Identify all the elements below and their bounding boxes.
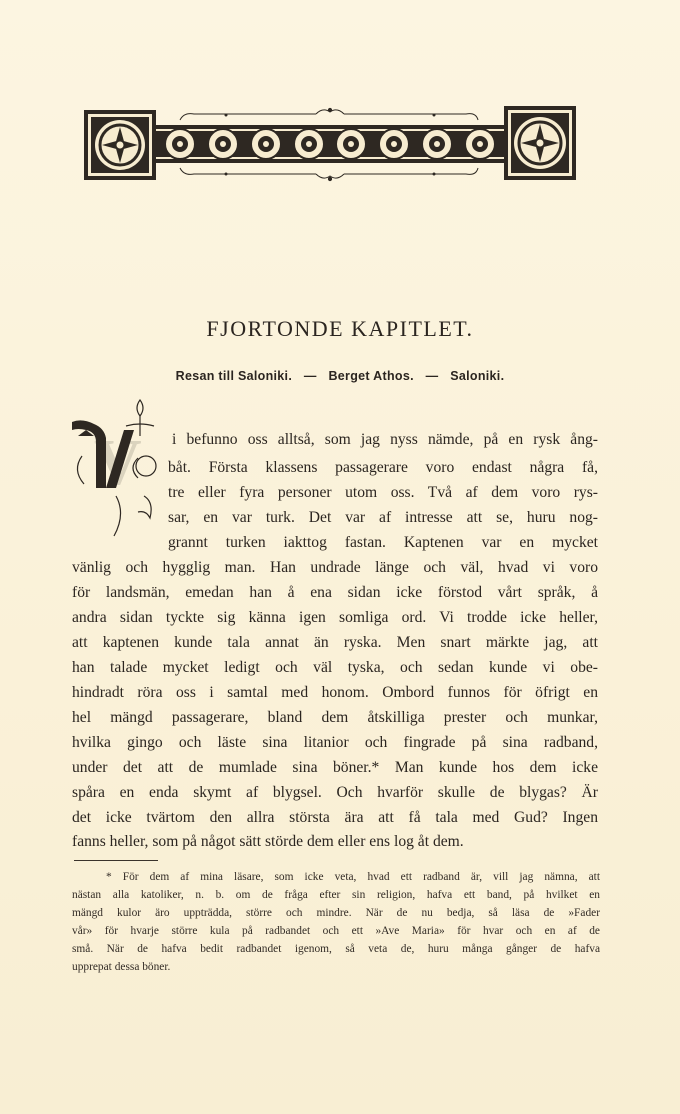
subtitle-part: Berget Athos. — [328, 369, 414, 383]
footnote-line: vår» för hvarje större kula på radbandet och ett »Ave Maria» för hvar och en af de — [72, 925, 600, 937]
top-flourish — [180, 108, 478, 120]
drop-cap-letter: V — [94, 426, 142, 499]
text-line: andra sidan tyckte sig känna igen somliga ord. Vi trodde icke heller, — [72, 609, 598, 626]
text-line: båt. Första klassens passagerare voro endast några få, — [168, 459, 598, 476]
text-line: tre eller fyra personer utom oss. Två af dem voro rys- — [168, 484, 598, 501]
text-line: det icke tvärtom den allra största ära att få tala med Gud? Ingen — [72, 809, 598, 826]
text-line: han talade mycket ledigt och väl tyska, och sedan kunde vi obe- — [72, 659, 598, 676]
subtitle-part: Saloniki. — [450, 369, 505, 383]
subtitle-dash: — — [303, 369, 317, 383]
bottom-flourish — [180, 168, 478, 181]
text-line: fanns heller, som på något sätt störde dem eller ens log åt dem. — [72, 833, 464, 850]
chapter-title: FJORTONDE KAPITLET. — [206, 316, 474, 341]
footnote-rule — [74, 860, 158, 861]
subtitle-part: Resan till Saloniki. — [175, 369, 293, 383]
central-band — [156, 125, 504, 163]
right-tile — [504, 106, 576, 180]
text-line: sar, en var turk. Det var af intresse att se, huru nog- — [168, 509, 598, 526]
header-ornament — [80, 100, 580, 188]
drop-cap-initial — [66, 396, 164, 542]
chapter-subtitle — [0, 369, 680, 383]
footnote-line: upprepat dessa böner. — [72, 961, 171, 973]
subtitle-dash: — — [425, 369, 439, 383]
footnote-line: nästan alla katoliker, n. b. om de fråga efter sin religion, hafva ett band, på hvilket en — [72, 889, 600, 901]
footnote-line: små. När de hafva bedit radbandet igenom, så veta de, huru många gånger de hafva — [72, 943, 600, 955]
text-line: hvilka gingo och läste sina litanior och fingrade på sina radband, — [72, 734, 598, 751]
text-line: grannt turken iakttog fastan. Kaptenen var en mycket — [168, 534, 598, 551]
text-line: under det att de mumlade sina böner.* Man kunde hos dem icke — [72, 759, 598, 776]
footnote-line: mängd kulor äro uppträdda, större och mindre. När de nu bedja, så läsa de »Fader — [72, 907, 600, 919]
text-line: hindradt röra oss i samtal med honom. Ombord funnos för öfrigt en — [72, 684, 598, 701]
text-line: att kaptenen kunde tala annat än ryska. Men snart märkte jag, att — [72, 634, 598, 651]
text-line: spåra en enda skymt af blygsel. Och hvarför skulle de blygas? Är — [72, 784, 598, 801]
text-line: för landsmän, emedan han å ena sidan icke förstod vårt språk, å — [72, 584, 598, 601]
text-line: i befunno oss alltså, som jag nyss nämde, på en rysk ång- — [172, 431, 598, 448]
text-line: vänlig och hygglig man. Han undrade länge och väl, hvad vi voro — [72, 559, 598, 576]
footnote-line: * För dem af mina läsare, som icke veta, hvad ett radband är, vill jag nämna, att — [106, 871, 600, 883]
left-tile — [84, 110, 156, 180]
text-line: hel mängd passagerare, bland dem åtskilliga prester och munkar, — [72, 709, 598, 726]
